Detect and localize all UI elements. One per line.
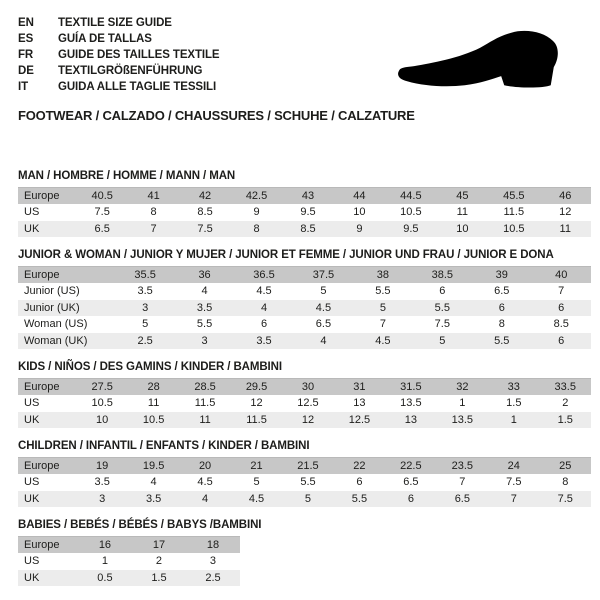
size-cell: 11.5 — [194, 397, 216, 410]
size-cell: 2.5 — [137, 334, 153, 347]
size-cell: 9.5 — [403, 222, 419, 235]
size-table — [18, 187, 591, 237]
table-row — [18, 204, 591, 221]
row-label: US — [24, 397, 40, 410]
size-cell: 5.5 — [375, 285, 391, 298]
size-cell: 28 — [147, 381, 160, 393]
size-cell: 28.5 — [194, 381, 216, 393]
table-row — [18, 458, 591, 475]
size-cell: 12.5 — [297, 397, 319, 410]
size-cell: 3.5 — [137, 285, 153, 298]
language-row — [18, 15, 220, 31]
row-label: Europe — [24, 460, 60, 472]
size-cell: 2.5 — [205, 571, 221, 584]
size-cell: 33.5 — [554, 381, 576, 393]
size-cell: 3 — [99, 492, 106, 505]
size-cell: 40.5 — [91, 190, 113, 202]
size-cell: 10 — [456, 222, 469, 235]
table-row — [18, 412, 591, 429]
size-cell: 7.5 — [197, 222, 213, 235]
size-cell: 4.5 — [256, 285, 272, 298]
row-label: Junior (UK) — [24, 301, 80, 314]
size-cell: 8.5 — [197, 206, 213, 219]
size-cell: 23.5 — [451, 460, 474, 472]
dress-shoe-icon — [396, 28, 574, 92]
size-cell: 6 — [356, 476, 363, 489]
size-table — [18, 378, 591, 428]
size-cell: 37.5 — [312, 269, 335, 281]
size-table — [18, 536, 240, 586]
size-table — [18, 266, 591, 349]
size-cell: 42 — [198, 190, 212, 202]
size-cell: 5 — [320, 285, 327, 298]
row-label: UK — [24, 571, 40, 584]
size-cell: 4.5 — [197, 476, 213, 489]
language-code: DE — [18, 65, 34, 77]
size-cell: 5.5 — [351, 492, 368, 505]
size-cell: 46 — [559, 190, 572, 202]
language-label: TEXTILGRÖßENFÜHRUNG — [58, 65, 203, 77]
language-code: IT — [18, 81, 29, 93]
size-cell: 6.5 — [454, 492, 470, 505]
table-row — [18, 316, 591, 333]
size-cell: 16 — [98, 539, 112, 551]
size-cell: 10.5 — [503, 222, 525, 235]
size-cell: 10.5 — [142, 413, 165, 426]
table-title: CHILDREN / INFANTIL / ENFANTS / KINDER / BAMBINI — [18, 440, 310, 452]
size-cell: 10.5 — [400, 206, 422, 219]
size-cell: 35.5 — [134, 269, 156, 281]
size-cell: 22 — [353, 460, 366, 472]
size-cell: 13 — [353, 397, 366, 410]
size-cell: 7 — [379, 318, 386, 331]
size-cell: 21.5 — [297, 460, 319, 472]
row-label: UK — [24, 492, 40, 505]
size-cell: 7 — [510, 492, 517, 505]
size-table-section — [18, 440, 591, 507]
row-label: US — [24, 476, 40, 489]
size-cell: 3.5 — [196, 301, 213, 314]
table-row — [18, 553, 240, 570]
size-cell: 4 — [150, 476, 157, 489]
row-label: Junior (US) — [24, 285, 80, 298]
size-cell: 2 — [155, 555, 163, 568]
size-cell: 42.5 — [245, 190, 268, 202]
size-cell: 6 — [558, 334, 565, 347]
table-row — [18, 221, 591, 238]
size-cell: 3.5 — [256, 334, 272, 347]
size-cell: 33 — [507, 381, 520, 393]
size-cell: 4 — [320, 334, 327, 347]
language-label: GUÍA DE TALLAS — [58, 33, 152, 45]
size-cell: 6 — [498, 301, 505, 314]
row-label: US — [24, 555, 40, 568]
size-cell: 1 — [459, 397, 466, 410]
row-label: Woman (UK) — [24, 334, 88, 347]
size-cell: 3.5 — [94, 476, 110, 489]
size-cell: 8.5 — [300, 222, 316, 235]
size-cell: 6 — [407, 492, 414, 505]
size-cell: 36.5 — [253, 269, 275, 281]
language-label: GUIDA ALLE TAGLIE TESSILI — [58, 81, 217, 93]
size-cell: 40 — [555, 269, 568, 281]
size-cell: 5.5 — [494, 334, 510, 347]
size-table — [18, 457, 591, 507]
size-cell: 5 — [439, 334, 446, 347]
table-row — [18, 283, 591, 300]
size-cell: 38 — [376, 269, 389, 281]
size-cell: 22.5 — [400, 460, 422, 472]
row-label: Europe — [24, 190, 60, 202]
row-label: UK — [24, 413, 40, 426]
size-cell: 8 — [150, 206, 157, 219]
size-cell: 1.5 — [506, 397, 522, 410]
size-cell: 43 — [301, 190, 315, 202]
size-cell: 9 — [356, 222, 363, 235]
size-cell: 3 — [209, 555, 217, 568]
size-cell: 10.5 — [91, 397, 113, 410]
size-cell: 12 — [559, 206, 572, 219]
size-cell: 5 — [142, 318, 149, 331]
row-label: Europe — [24, 269, 60, 281]
size-cell: 3 — [142, 301, 149, 314]
size-cell: 13.5 — [451, 413, 474, 426]
size-cell: 4 — [201, 285, 208, 298]
size-cell: 6 — [260, 318, 268, 331]
size-table-section — [18, 249, 591, 349]
size-cell: 41 — [147, 190, 160, 202]
row-label: Europe — [24, 539, 60, 551]
size-cell: 39 — [495, 269, 508, 281]
size-cell: 6.5 — [94, 222, 110, 235]
size-cell: 0.5 — [97, 571, 113, 584]
size-cell: 13.5 — [400, 397, 422, 410]
table-title: JUNIOR & WOMAN / JUNIOR Y MUJER / JUNIOR ET FEMME / JUNIOR UND FRAU / JUNIOR E DONA — [18, 249, 554, 261]
table-row — [18, 379, 591, 396]
size-cell: 6 — [439, 285, 446, 298]
size-cell: 18 — [206, 539, 220, 551]
row-label: Woman (US) — [24, 318, 88, 331]
size-table-section — [18, 170, 591, 237]
size-cell: 38.5 — [431, 269, 454, 281]
size-cell: 2 — [562, 397, 569, 410]
size-cell: 24 — [507, 460, 520, 472]
size-cell: 7 — [459, 476, 466, 489]
size-cell: 6.5 — [494, 285, 510, 298]
language-row — [18, 31, 220, 47]
size-cell: 11 — [559, 222, 571, 235]
table-row — [18, 570, 240, 587]
table-row — [18, 537, 240, 554]
language-code: FR — [18, 49, 34, 61]
table-row — [18, 188, 591, 205]
size-cell: 7.5 — [94, 206, 110, 219]
size-cell: 45 — [456, 190, 469, 202]
size-cell: 8 — [562, 476, 569, 489]
size-cell: 10 — [96, 413, 109, 426]
size-cell: 4.5 — [315, 301, 332, 314]
size-cell: 45.5 — [503, 190, 525, 202]
size-cell: 12 — [301, 413, 315, 426]
language-code: EN — [18, 17, 34, 29]
size-cell: 12.5 — [348, 413, 371, 426]
size-cell: 44.5 — [400, 190, 422, 202]
language-list — [18, 15, 220, 95]
language-row — [18, 63, 220, 79]
row-label: Europe — [24, 381, 60, 393]
size-cell: 12 — [250, 397, 263, 410]
size-cell: 9.5 — [300, 206, 316, 219]
size-cell: 7 — [558, 285, 565, 298]
table-row — [18, 395, 591, 412]
size-cell: 3 — [201, 334, 208, 347]
size-cell: 5.5 — [300, 476, 316, 489]
size-cell: 32 — [456, 381, 469, 393]
language-code: ES — [18, 33, 34, 45]
size-cell: 11.5 — [503, 206, 525, 219]
size-cell: 5 — [304, 492, 312, 505]
row-label: UK — [24, 222, 40, 235]
size-cell: 31 — [353, 381, 366, 393]
table-title: KIDS / NIÑOS / DES GAMINS / KINDER / BAMBINI — [18, 361, 282, 373]
size-cell: 1 — [101, 555, 108, 568]
size-cell: 7 — [150, 222, 157, 235]
size-cell: 5 — [379, 301, 386, 314]
size-cell: 1 — [510, 413, 517, 426]
size-cell: 21 — [250, 460, 263, 472]
size-cell: 4 — [260, 301, 268, 314]
size-cell: 17 — [152, 539, 166, 551]
size-cell: 1.5 — [151, 571, 167, 584]
size-cell: 36 — [198, 269, 211, 281]
category-title: FOOTWEAR / CALZADO / CHAUSSURES / SCHUHE / CALZATURE — [18, 108, 415, 123]
size-cell: 9 — [253, 206, 260, 219]
row-label: US — [24, 206, 40, 219]
table-row — [18, 300, 591, 317]
size-cell: 29.5 — [245, 381, 268, 393]
size-cell: 11 — [147, 397, 160, 410]
size-cell: 8 — [498, 318, 505, 331]
size-cell: 13 — [404, 413, 417, 426]
size-cell: 11.5 — [246, 413, 267, 426]
size-cell: 4.5 — [248, 492, 265, 505]
size-cell: 3.5 — [145, 492, 162, 505]
size-cell: 7.5 — [434, 318, 450, 331]
size-cell: 8.5 — [553, 318, 569, 331]
table-row — [18, 491, 591, 508]
size-cell: 6.5 — [315, 318, 332, 331]
size-cell: 19 — [96, 460, 109, 472]
size-cell: 25 — [559, 460, 572, 472]
size-cell: 11 — [456, 206, 469, 219]
language-row — [18, 47, 220, 63]
size-cell: 6.5 — [403, 476, 419, 489]
size-cell: 31.5 — [400, 381, 422, 393]
size-cell: 4.5 — [375, 334, 391, 347]
language-label: TEXTILE SIZE GUIDE — [58, 17, 172, 29]
language-row — [18, 79, 220, 95]
size-cell: 5 — [253, 476, 260, 489]
table-title: BABIES / BEBÉS / BÉBÉS / BABYS /BAMBINI — [18, 519, 262, 531]
size-cell: 7.5 — [557, 492, 573, 505]
size-cell: 11 — [199, 413, 211, 426]
size-cell: 6 — [558, 301, 565, 314]
table-row — [18, 333, 591, 350]
language-label: GUIDE DES TAILLES TEXTILE — [58, 49, 220, 61]
size-cell: 44 — [353, 190, 366, 202]
size-cell: 30 — [301, 381, 315, 393]
size-table-section — [18, 361, 591, 428]
table-row — [18, 267, 591, 284]
size-cell: 5.5 — [434, 301, 450, 314]
table-title: MAN / HOMBRE / HOMME / MANN / MAN — [18, 170, 236, 182]
size-cell: 4 — [202, 492, 209, 505]
size-cell: 8 — [253, 222, 260, 235]
size-cell: 20 — [198, 460, 212, 472]
size-tables — [18, 170, 591, 598]
size-cell: 27.5 — [91, 381, 113, 393]
size-cell: 19.5 — [142, 460, 165, 472]
size-cell: 7.5 — [506, 476, 522, 489]
size-cell: 1.5 — [557, 413, 573, 426]
table-row — [18, 474, 591, 491]
size-cell: 10 — [353, 206, 366, 219]
size-table-section — [18, 519, 591, 586]
size-cell: 5.5 — [196, 318, 213, 331]
